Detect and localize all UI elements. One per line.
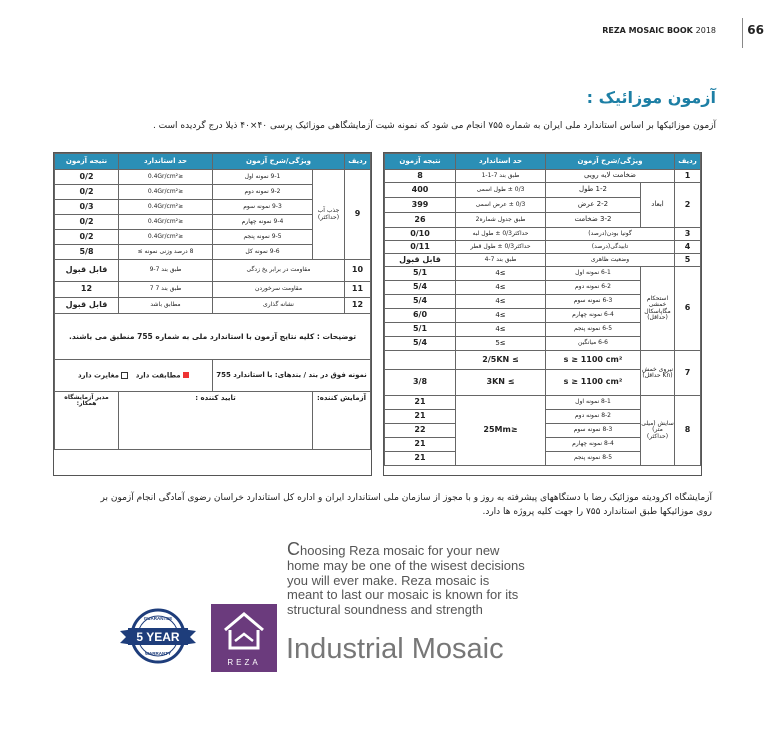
row-result: 5/1 xyxy=(385,323,456,337)
approver-signature: تایید کننده : xyxy=(119,392,313,450)
row-std: ≤25Mm xyxy=(456,396,546,466)
tester-signature: آزمایش کننده: xyxy=(313,392,371,450)
row-std: ≥ 2/5KN xyxy=(456,351,546,370)
row-result: 21 xyxy=(385,410,456,424)
row-result: قابل قبول xyxy=(55,298,119,314)
row-desc: ضخامت لایه رویی xyxy=(546,170,675,183)
row-group: ابعاد xyxy=(641,183,675,228)
row-result: 6/0 xyxy=(385,309,456,323)
logo-text: REZA xyxy=(227,658,261,667)
row-result: 0/2 xyxy=(55,185,119,200)
row-number: 11 xyxy=(345,282,371,298)
row-result: 400 xyxy=(385,183,456,198)
warranty-seal-icon xyxy=(118,603,198,673)
row-result: 22 xyxy=(385,424,456,438)
intro-text: آزمون موزائیکها بر اساس استاندارد ملی ایران به شماره ۷۵۵ انجام می شود که نمونه شیت آزمایشگاهی موزائیک پرسی ۴۰×۴۰ ذیلا درج گردیده است . xyxy=(152,121,716,131)
page-header xyxy=(0,0,784,46)
badge-top-text: GUARANTEE xyxy=(143,616,173,621)
row-result: 8 xyxy=(385,170,456,183)
row-std: طبق بند 7 7 xyxy=(119,282,213,298)
lab-manager-signature: مدیر آزمایشگاه همکار: xyxy=(55,392,119,450)
house-logo-icon xyxy=(211,604,277,658)
row-result: 5/1 xyxy=(385,267,456,281)
col-header-desc: ویژگی/شرح آزمون xyxy=(213,154,345,170)
col-header-desc: ویژگی/شرح آزمون xyxy=(546,154,675,170)
row-number: 8 xyxy=(675,396,701,466)
badge-years: 5 YEAR xyxy=(136,630,180,644)
row-desc: 9-6 نمونه کل xyxy=(213,245,313,260)
row-desc: 8-5 نمونه پنجم xyxy=(546,452,641,466)
row-number: 7 xyxy=(675,351,701,396)
row-std: ≤0.4Gr/cm² xyxy=(119,230,213,245)
row-group: نیروی خمش (Kn حداقل) xyxy=(641,351,675,396)
row-std: ≤0.4Gr/cm² xyxy=(119,200,213,215)
row-desc: 9-5 نمونه پنجم xyxy=(213,230,313,245)
row-std: 0/3 ± عرض اسمی xyxy=(456,198,546,213)
row-result: 5/8 xyxy=(55,245,119,260)
row-std: حداکثر0/3 ± طول لبه xyxy=(456,228,546,241)
row-number: 2 xyxy=(675,183,701,228)
row-std: 8 درصد وزنی نمونه ≥ xyxy=(119,245,213,260)
row-number: 5 xyxy=(675,254,701,267)
row-desc: 2-2 عرض xyxy=(546,198,641,213)
row-result: 21 xyxy=(385,452,456,466)
row-desc: 6-1 نمونه اول xyxy=(546,267,641,281)
row-std: طبق جدول شماره2 xyxy=(456,213,546,228)
row-desc: 6-6 میانگین xyxy=(546,337,641,351)
book-title: REZA MOSAIC BOOK 2018 xyxy=(602,26,716,35)
section-title: آزمون موزائیک : xyxy=(586,88,716,107)
row-std: ≤0.4Gr/cm² xyxy=(119,215,213,230)
row-std: مطابق باشد xyxy=(119,298,213,314)
match-checkbox[interactable] xyxy=(183,372,189,378)
row-result: 0/2 xyxy=(55,215,119,230)
row-result: 5/4 xyxy=(385,337,456,351)
row-std: ≥4 xyxy=(456,267,546,281)
row-std: ≥4 xyxy=(456,295,546,309)
row-desc: 9-2 نمونه دوم xyxy=(213,185,313,200)
row-result: 0/3 xyxy=(55,200,119,215)
row-number: 12 xyxy=(345,298,371,314)
row-desc: 3-2 ضخامت xyxy=(546,213,641,228)
row-std: ≥ 3KN xyxy=(456,370,546,396)
row-number: 6 xyxy=(675,267,701,351)
page-number: 66 xyxy=(747,23,764,37)
results-table-body xyxy=(384,153,701,466)
row-desc: گونیا بودن(درصد) xyxy=(546,228,675,241)
row-desc: وضعیت ظاهری xyxy=(546,254,675,267)
row-group: جذب آب (حداکثر) xyxy=(313,170,345,260)
notes-cell: توضیحات : کلیه نتایج آزمون با استاندارد ملی به شماره 755 منطبق می باشند. xyxy=(55,314,371,360)
row-desc: 9-3 نمونه سوم xyxy=(213,200,313,215)
col-header-result: نتیجه آزمون xyxy=(385,154,456,170)
row-result: 0/11 xyxy=(385,241,456,254)
reza-logo xyxy=(211,604,277,672)
tagline-body: hoosing Reza mosaic for your new home may be one of the wisest decisions you will ever make. Reza mosaic is meant to last our mosaic is known for its structural soundness and strength xyxy=(287,543,525,618)
row-group: سایش (میلی متر) (حداکثر) xyxy=(641,396,675,466)
row-desc: 6-2 نمونه دوم xyxy=(546,281,641,295)
col-header-std: حد استاندارد xyxy=(456,154,546,170)
tagline-text xyxy=(287,539,527,618)
row-result: 0/2 xyxy=(55,230,119,245)
row-desc: 9-1 نمونه اول xyxy=(213,170,313,185)
row-result xyxy=(385,351,456,370)
row-desc: تابیدگی(درصد) xyxy=(546,241,675,254)
row-std: ≥4 xyxy=(456,309,546,323)
row-desc: 8-3 نمونه سوم xyxy=(546,424,641,438)
col-header-std: حد استاندارد xyxy=(119,154,213,170)
row-result: 5/4 xyxy=(385,295,456,309)
row-desc: 6-3 نمونه سوم xyxy=(546,295,641,309)
warranty-badge xyxy=(118,603,198,673)
results-table-left xyxy=(53,152,372,476)
results-table-body xyxy=(54,153,371,450)
row-std: ≤0.4Gr/cm² xyxy=(119,170,213,185)
row-desc: 8-4 نمونه چهارم xyxy=(546,438,641,452)
row-std: ≥4 xyxy=(456,281,546,295)
row-number: 9 xyxy=(345,170,371,260)
row-desc: 9-4 نمونه چهارم xyxy=(213,215,313,230)
row-std: طبق بند 7-1-1 xyxy=(456,170,546,183)
row-desc: 1-2 طول xyxy=(546,183,641,198)
row-std: ≤0.4Gr/cm² xyxy=(119,185,213,200)
compliance-cell xyxy=(55,360,213,392)
row-number: 1 xyxy=(675,170,701,183)
tagline-initial: C xyxy=(287,539,300,559)
row-desc: 8-1 نمونه اول xyxy=(546,396,641,410)
row-result: 0/10 xyxy=(385,228,456,241)
row-desc: 8-2 نمونه دوم xyxy=(546,410,641,424)
col-header-no: ردیف xyxy=(675,154,701,170)
col-header-result: نتیجه آزمون xyxy=(55,154,119,170)
row-result: 21 xyxy=(385,438,456,452)
row-desc: 6-4 نمونه چهارم xyxy=(546,309,641,323)
row-desc: مقاومت در برابر یخ زدگی xyxy=(213,260,345,282)
row-result: 0/2 xyxy=(55,170,119,185)
row-std: 0/3 ± طول اسمی xyxy=(456,183,546,198)
row-number: 4 xyxy=(675,241,701,254)
row-desc: نشانه گذاری xyxy=(213,298,345,314)
row-result: 21 xyxy=(385,396,456,410)
row-group: استحکام خمشی مگاپاسکال (حداقل) xyxy=(641,267,675,351)
row-desc: s ≥ 1100 cm² xyxy=(546,351,641,370)
row-result: قابل قبول xyxy=(385,254,456,267)
row-result: 12 xyxy=(55,282,119,298)
row-number: 3 xyxy=(675,228,701,241)
row-result: 26 xyxy=(385,213,456,228)
row-result: 5/4 xyxy=(385,281,456,295)
mismatch-label: مغایرت دارد xyxy=(77,371,119,380)
row-std: حداکثر0/3 ± طول قطر xyxy=(456,241,546,254)
badge-bottom-text: WARRANTY xyxy=(145,651,171,656)
row-std: ≥5 xyxy=(456,337,546,351)
row-result: قابل قبول xyxy=(55,260,119,282)
col-header-no: ردیف xyxy=(345,154,371,170)
row-std: طبق بند 7-4 xyxy=(456,254,546,267)
row-result: 399 xyxy=(385,198,456,213)
match-label: مطابقت دارد xyxy=(135,371,181,380)
footnote-text: آزمایشگاه اکرودیته موزائیک رضا با دستگاههای پیشرفته به روز و با مجوز از سازمان ملی استاندارد ایران و اداره کل استاندارد خراسان رضوی آمادگی انجام آزمون بر روی موزائیکها طبق استاندارد ۷۵۵ را جهت کلیه پروژه ها دارد. xyxy=(100,493,712,517)
row-std: ≥4 xyxy=(456,323,546,337)
row-desc: 6-5 نمونه پنجم xyxy=(546,323,641,337)
row-std: طبق بند 7-9 xyxy=(119,260,213,282)
results-table-right xyxy=(383,152,702,476)
sample-cell: نمونه فوق در بند / بندهای: با استاندارد 755 xyxy=(213,360,371,392)
row-result: 3/8 xyxy=(385,370,456,396)
header-divider xyxy=(742,18,743,48)
industrial-mosaic-heading: Industrial Mosaic xyxy=(286,633,504,665)
row-desc: s ≥ 1100 cm² xyxy=(546,370,641,396)
row-number: 10 xyxy=(345,260,371,282)
row-desc: مقاومت سرخوردن xyxy=(213,282,345,298)
mismatch-checkbox[interactable] xyxy=(121,372,128,379)
